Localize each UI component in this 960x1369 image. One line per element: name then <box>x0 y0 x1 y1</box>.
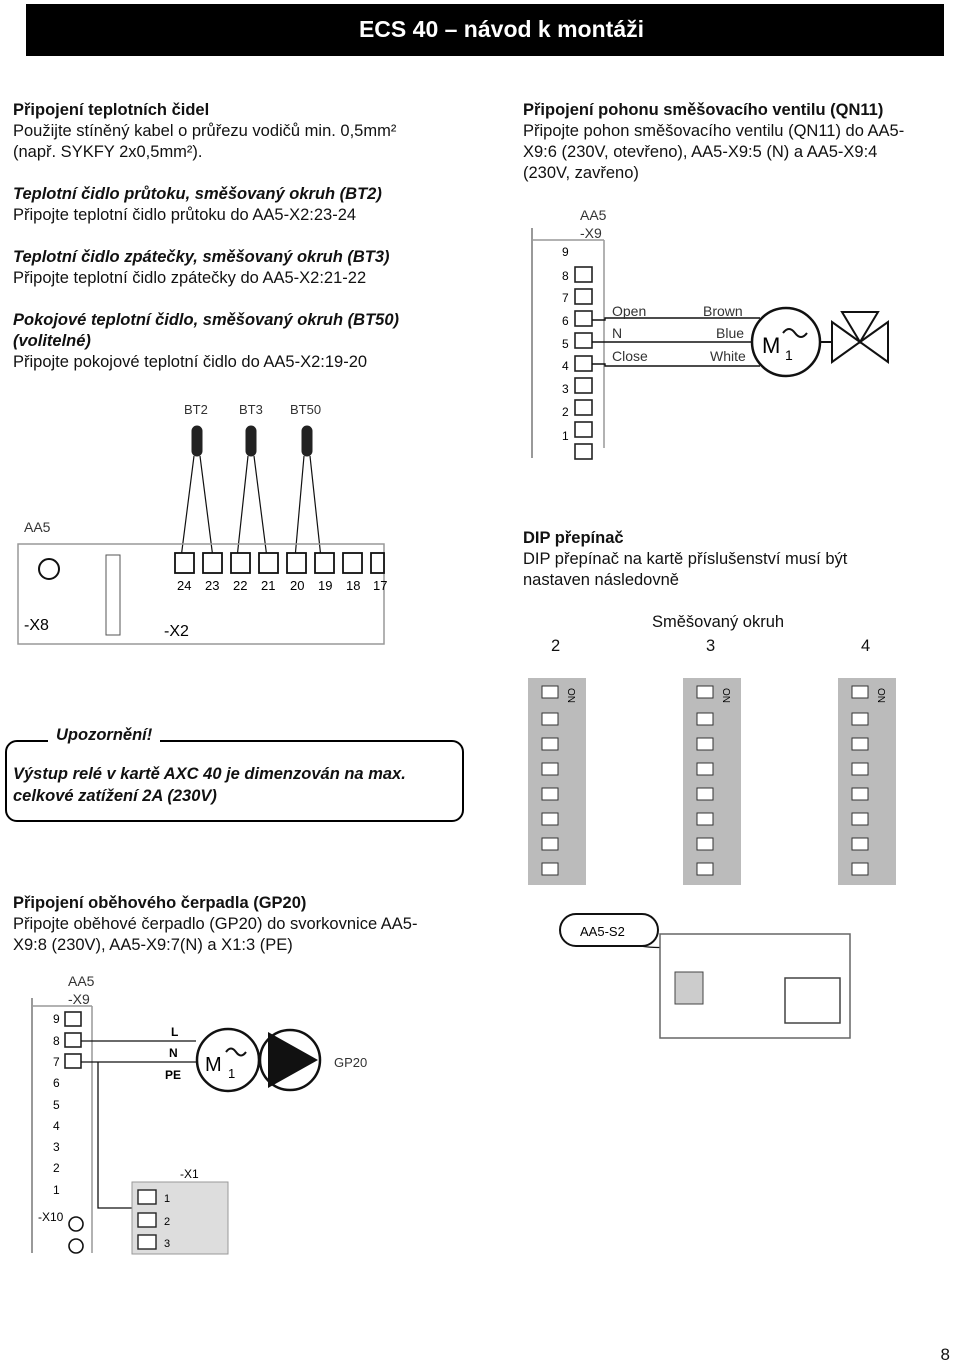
bt3-text: Připojte teplotní čidlo zpátečky do AA5-X2:21-22 <box>13 269 367 287</box>
svg-text:-X2: -X2 <box>164 623 189 640</box>
svg-text:1: 1 <box>562 429 569 443</box>
svg-text:PE: PE <box>165 1068 182 1082</box>
svg-text:AA5-S2: AA5-S2 <box>580 924 625 939</box>
dip-column-4: 4 <box>861 637 871 655</box>
bt50-text: Připojte pokojové teplotní čidlo do AA5-X2:19-20 <box>13 353 368 371</box>
valve-title: Připojení pohonu směšovacího ventilu (QN11) <box>523 101 884 119</box>
svg-text:7: 7 <box>53 1055 60 1069</box>
svg-text:23: 23 <box>205 578 220 593</box>
valve-line3: (230V, zavřeno) <box>523 164 639 182</box>
valve-board-label: AA5 <box>580 207 607 223</box>
svg-text:M: M <box>205 1054 222 1076</box>
dip-mixing-label: Směšovaný okruh <box>652 613 785 631</box>
svg-text:5: 5 <box>53 1098 60 1112</box>
svg-text:M: M <box>762 333 781 358</box>
svg-text:-X8: -X8 <box>24 617 49 634</box>
three-way-valve-icon <box>832 312 888 362</box>
warning-line2: celkové zatížení 2A (230V) <box>13 787 217 805</box>
sensor-wiring-diagram <box>18 398 388 648</box>
svg-text:1: 1 <box>164 1193 171 1205</box>
svg-text:1: 1 <box>785 347 793 363</box>
dip-switch-panel-4 <box>838 678 898 888</box>
svg-text:GP20: GP20 <box>334 1055 368 1070</box>
svg-text:8: 8 <box>562 269 569 283</box>
svg-text:20: 20 <box>290 578 305 593</box>
valve-line1: Připojte pohon směšovacího ventilu (QN11) do AA5- <box>523 122 905 140</box>
bt2-text: Připojte teplotní čidlo průtoku do AA5-X2:23-24 <box>13 206 357 224</box>
svg-text:3: 3 <box>164 1238 171 1250</box>
svg-text:21: 21 <box>261 578 276 593</box>
svg-text:Blue: Blue <box>716 325 745 341</box>
sensor-probes <box>192 426 312 456</box>
pump-line2: X9:8 (230V), AA5-X9:7(N) a X1:3 (PE) <box>13 936 293 954</box>
pump-line1: Připojte oběhové čerpadlo (GP20) do svorkovnice AA5- <box>13 915 418 933</box>
svg-text:ON: ON <box>720 688 731 703</box>
dip-column-2: 2 <box>551 637 561 655</box>
pump-title: Připojení oběhového čerpadla (GP20) <box>13 894 307 912</box>
warning-title: Upozornění! <box>48 726 160 745</box>
x8-dip-block <box>106 555 120 635</box>
svg-text:6: 6 <box>562 314 569 328</box>
svg-text:2: 2 <box>164 1216 171 1228</box>
svg-text:9: 9 <box>562 245 569 259</box>
svg-text:Open: Open <box>612 303 647 319</box>
bt50-title: Pokojové teplotní čidlo, směšovaný okruh (BT50) <box>13 311 399 329</box>
x1-terminal-block <box>138 1190 156 1249</box>
svg-text:N: N <box>612 325 623 341</box>
dip-title: DIP přepínač <box>523 529 624 547</box>
temp-sensors-title: Připojení teplotních čidel <box>13 101 210 119</box>
svg-text:-X1: -X1 <box>180 1167 199 1181</box>
svg-text:19: 19 <box>318 578 333 593</box>
dip-switch-panel-2 <box>528 678 588 888</box>
svg-text:6: 6 <box>53 1076 60 1090</box>
pump-terminal-block <box>65 1012 81 1068</box>
bt50-title-2: (volitelné) <box>13 332 91 350</box>
svg-text:White: White <box>710 348 746 364</box>
svg-text:24: 24 <box>177 578 192 593</box>
svg-text:AA5: AA5 <box>68 973 95 989</box>
svg-text:4: 4 <box>53 1119 60 1133</box>
temp-sensors-text1: Použijte stíněný kabel o průřezu vodičů min. 0,5mm² <box>13 122 397 140</box>
svg-text:BT50: BT50 <box>290 402 322 417</box>
svg-text:BT3: BT3 <box>239 402 263 417</box>
svg-text:AA5: AA5 <box>24 519 51 535</box>
svg-text:N: N <box>169 1046 178 1060</box>
valve-line2: X9:6 (230V, otevřeno), AA5-X9:5 (N) a AA5-X9:4 <box>523 143 878 161</box>
dip-line1: DIP přepínač na kartě příslušenství musí být <box>523 550 848 568</box>
page-title: ECS 40 – návod k montáži <box>358 16 644 42</box>
svg-text:1: 1 <box>228 1066 236 1081</box>
svg-text:7: 7 <box>562 291 569 305</box>
svg-text:17: 17 <box>373 578 388 593</box>
warning-line1: Výstup relé v kartě AXC 40 je dimenzován na max. <box>13 765 406 783</box>
svg-text:-X10: -X10 <box>38 1210 64 1224</box>
dip-line2: nastaven následovně <box>523 571 679 589</box>
svg-text:8: 8 <box>53 1034 60 1048</box>
svg-text:Close: Close <box>612 348 648 364</box>
page-number: 8 <box>940 1345 950 1364</box>
svg-text:2: 2 <box>562 405 569 419</box>
bt3-title: Teplotní čidlo zpátečky, směšovaný okruh (BT3) <box>13 248 390 266</box>
svg-text:-X9: -X9 <box>68 991 90 1007</box>
svg-text:3: 3 <box>562 382 569 396</box>
svg-text:ON: ON <box>565 688 576 703</box>
svg-text:18: 18 <box>346 578 361 593</box>
svg-text:9: 9 <box>53 1012 60 1026</box>
svg-text:4: 4 <box>562 359 569 373</box>
svg-text:1: 1 <box>53 1183 60 1197</box>
page-header <box>26 4 944 56</box>
svg-text:ON: ON <box>875 688 886 703</box>
pump-wiring-diagram <box>28 968 408 1258</box>
temp-sensors-text2: (např. SYKFY 2x0,5mm²). <box>13 143 203 161</box>
svg-text:BT2: BT2 <box>184 402 208 417</box>
valve-wiring-diagram <box>520 200 950 460</box>
dip-switch-panel-3 <box>683 678 743 888</box>
valve-connector-label: -X9 <box>580 225 602 241</box>
svg-text:L: L <box>171 1025 179 1039</box>
svg-text:Brown: Brown <box>703 303 743 319</box>
svg-text:5: 5 <box>562 337 569 351</box>
aa5-s2-card-diagram <box>560 912 860 1042</box>
dip-column-3: 3 <box>706 637 716 655</box>
svg-text:3: 3 <box>53 1140 60 1154</box>
bt2-title: Teplotní čidlo průtoku, směšovaný okruh (BT2) <box>13 185 382 203</box>
x2-terminal-block <box>175 553 384 573</box>
svg-text:22: 22 <box>233 578 248 593</box>
svg-text:2: 2 <box>53 1161 60 1175</box>
valve-terminal-block <box>562 245 592 459</box>
